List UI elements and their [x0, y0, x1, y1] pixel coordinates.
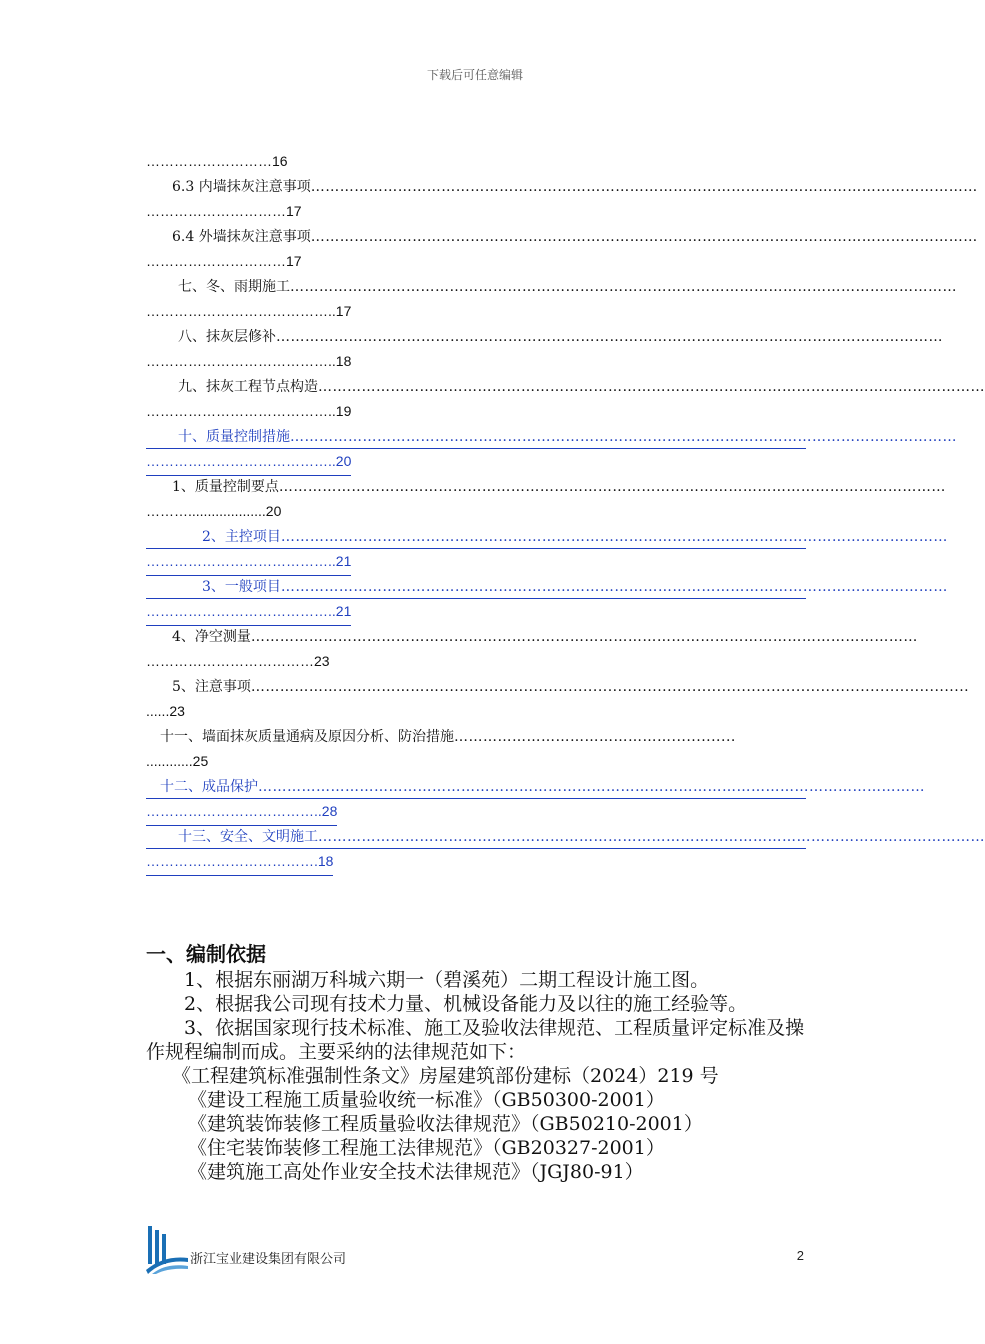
toc-entry-title: 十三、安全、文明施工 — [178, 829, 318, 845]
toc-leader-dots: ………………………………………………………………………………………………………………………… — [280, 529, 948, 545]
toc-entry — [146, 726, 808, 776]
toc-entry-title: 6.3 内墙抹灰注意事项 — [172, 179, 311, 195]
toc-entry-title: 九、抹灰工程节点构造 — [178, 379, 318, 395]
toc-entry-page: ......23 — [146, 703, 185, 719]
toc-entry-line — [146, 576, 948, 599]
toc-leader-dots: ………………………………………............. — [454, 729, 736, 745]
toc-leader-dots: ………………………………………………………………………………………………………………………… — [290, 279, 957, 295]
toc-entry-line — [146, 776, 925, 799]
toc-entry[interactable] — [146, 776, 925, 826]
toc-entry-line — [146, 626, 918, 648]
table-of-contents — [146, 126, 985, 876]
toc-entry-page: …………………………………..21 — [146, 603, 351, 626]
toc-entry-line — [146, 276, 957, 298]
toc-entry-page: ………………………………23 — [146, 653, 330, 669]
toc-entry-title: 七、冬、雨期施工 — [178, 279, 290, 295]
reference-item: 《建筑装饰装修工程质量验收法律规范》（GB50210-2001） — [188, 1113, 703, 1135]
toc-entry-line — [146, 676, 970, 698]
toc-entry-title: 1、质量控制要点 — [172, 479, 279, 495]
toc-entry-page: …………………………………..21 — [146, 553, 351, 576]
toc-entry-page: …………………………17 — [146, 203, 302, 219]
toc-entry-line — [146, 226, 978, 248]
toc-entry-line — [146, 826, 985, 849]
toc-entry-title: 2、主控项目 — [202, 529, 281, 545]
company-logo-icon — [146, 1226, 188, 1274]
toc-entry-title: 6.4 外墙抹灰注意事项 — [172, 229, 311, 245]
paragraph: 1、根据东丽湖万科城六期一（碧溪苑）二期工程设计施工图。 — [184, 969, 710, 991]
toc-leader-dots: ………………………………………………………………………………………………………………………… — [310, 229, 978, 245]
reference-item: 《工程建筑标准强制性条文》房屋建筑部份建标（2024）219 号 — [172, 1065, 719, 1087]
toc-entry[interactable] — [146, 526, 948, 576]
toc-leader-dots: ………………………………………………………………………………………………………………………… — [280, 579, 948, 595]
toc-entry-line — [146, 376, 985, 398]
toc-entry-page: ………....................20 — [146, 503, 282, 519]
company-name: 浙江宝业建设集团有限公司 — [190, 1252, 347, 1267]
toc-entry-page: …………………………………..20 — [146, 453, 351, 476]
toc-entry[interactable] — [146, 826, 985, 876]
paragraph: 2、根据我公司现有技术力量、机械设备能力及以往的施工经验等。 — [184, 993, 748, 1015]
toc-entry-line — [146, 126, 806, 148]
toc-leader-dots: ………………………………………………………………………………………………………………………… — [318, 379, 985, 395]
toc-entry-page: …………………………………..17 — [146, 303, 352, 319]
toc-entry-title: 5、注意事项 — [172, 679, 251, 695]
toc-entry — [146, 476, 946, 526]
toc-entry-title: 十、质量控制措施 — [178, 429, 290, 445]
page-footer — [146, 1226, 808, 1274]
paragraph: 3、依据国家现行技术标准、施工及验收法律规范、工程质量评定标准及操作规程编制而成。主要采纳的法律规范如下： — [146, 1017, 805, 1063]
toc-entry-page: ……………………………….18 — [146, 853, 333, 876]
toc-entry-page: …………………………17 — [146, 253, 302, 269]
toc-entry — [146, 126, 808, 176]
toc-entry-title: 3、一般项目 — [202, 579, 281, 595]
reference-item: 《住宅装饰装修工程施工法律规范》（GB20327-2001） — [188, 1137, 665, 1159]
toc-leader-dots: ………………………………………………………………………………………………………………………… — [310, 179, 978, 195]
toc-entry — [146, 626, 918, 676]
toc-entry — [146, 376, 985, 426]
toc-entry — [146, 326, 943, 376]
toc-entry[interactable] — [146, 576, 948, 626]
section-heading: 一、编制依据 — [146, 942, 266, 966]
toc-entry-line — [146, 526, 948, 549]
toc-leader-dots: ………………………………………………………………………………………………………………………… — [276, 329, 943, 345]
toc-leader-dots: ………………………………………………………………………………………………………………………… — [250, 629, 918, 645]
toc-entry-line — [146, 426, 957, 449]
toc-entry-page: …………………………………..18 — [146, 353, 352, 369]
reference-item: 《建筑施工高处作业安全技术法律规范》（JGJ80-91） — [188, 1161, 644, 1183]
section-body — [146, 942, 816, 1184]
toc-leader-dots: ………………………………………………………………………………………………………………………… — [258, 779, 925, 795]
toc-leader-dots: ………………………………………………………………………………………………………………………… — [290, 429, 957, 445]
toc-leader-dots: …………………………………........................................................................................................... — [250, 679, 970, 695]
toc-entry-page: ………………………………..28 — [146, 803, 337, 826]
toc-entry-page: …………………………………..19 — [146, 403, 352, 419]
toc-entry-title: 八、抹灰层修补 — [178, 329, 276, 345]
toc-entry-line — [146, 476, 946, 498]
toc-entry-line — [146, 176, 978, 198]
toc-entry — [146, 226, 978, 276]
toc-entry[interactable] — [146, 426, 957, 476]
toc-leader-dots: ………………………………………………………………………………………………………………………… — [278, 479, 946, 495]
toc-entry-page: ………………………16 — [146, 153, 288, 169]
toc-entry-title: 4、净空测量 — [172, 629, 251, 645]
page-number: 2 — [796, 1248, 804, 1263]
toc-entry-page: ............25 — [146, 753, 209, 769]
toc-entry-line — [146, 326, 943, 348]
toc-leader-dots: ………………………………………………………………………………………………………………………… — [318, 829, 985, 845]
header-note: 下载后可任意编辑 — [426, 68, 523, 82]
toc-entry — [146, 276, 957, 326]
toc-entry-title: 十二、成品保护 — [160, 779, 258, 795]
toc-entry-line — [146, 726, 806, 748]
toc-entry — [146, 676, 970, 726]
toc-entry — [146, 176, 978, 226]
toc-entry-title: 十一、墙面抹灰质量通病及原因分析、防治措施 — [160, 729, 454, 745]
reference-item: 《建设工程施工质量验收统一标准》（GB50300-2001） — [188, 1089, 665, 1111]
